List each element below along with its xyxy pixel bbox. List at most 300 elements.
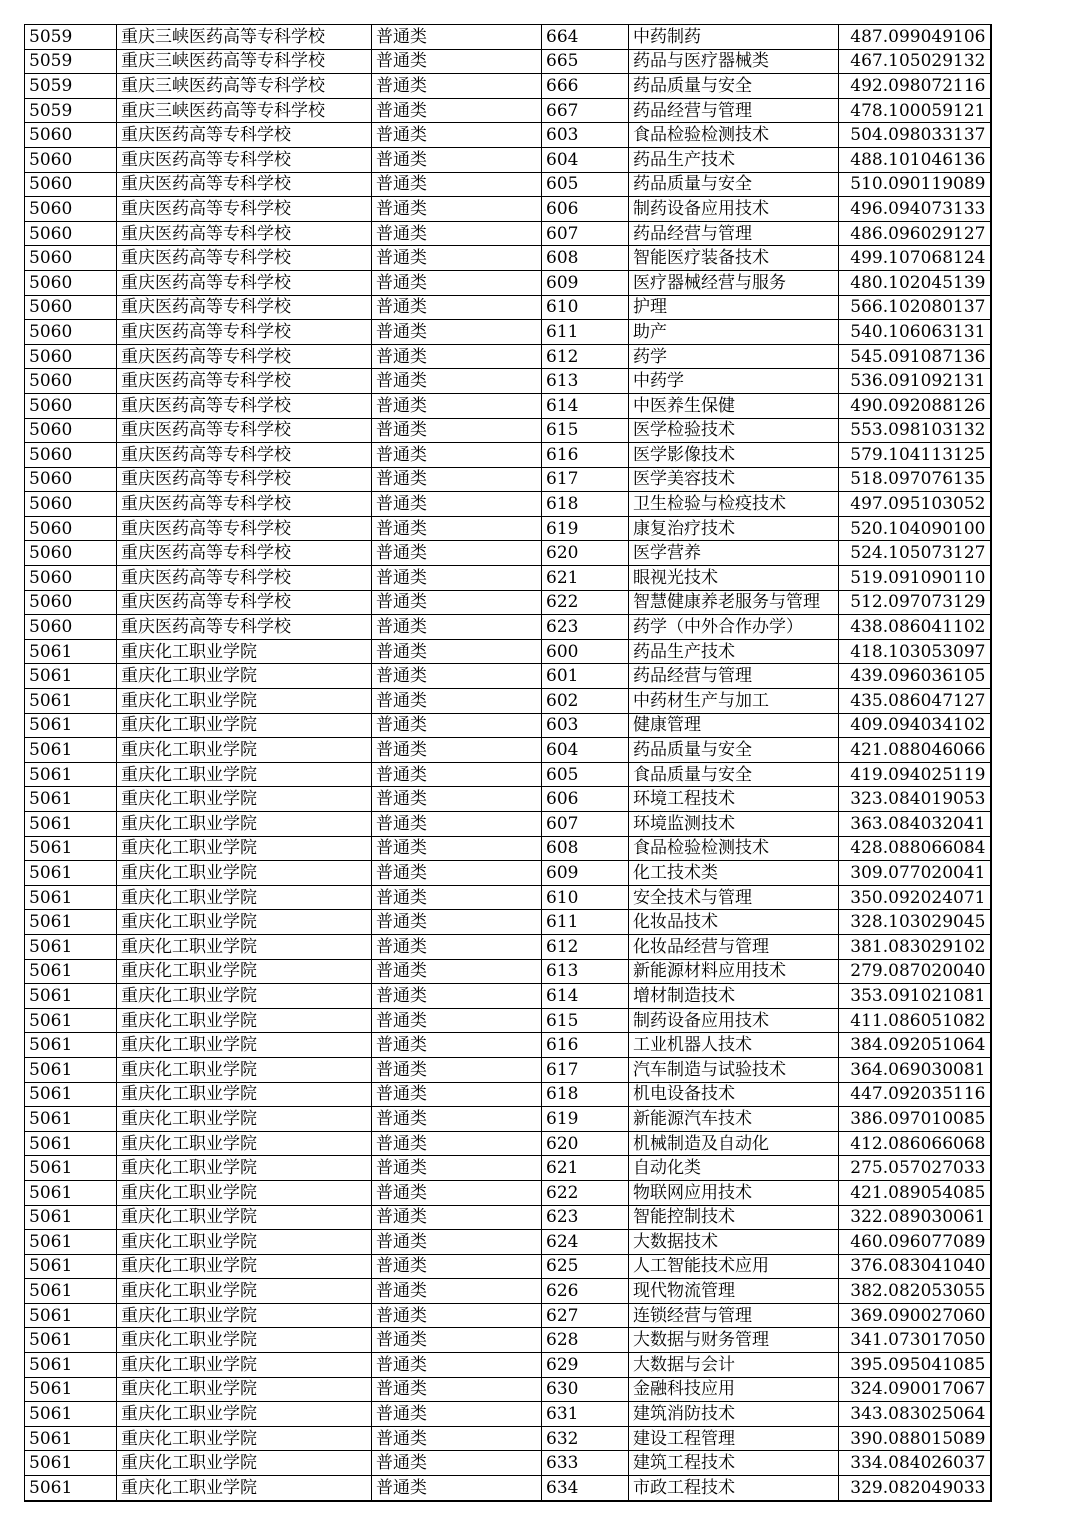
table-row [25,738,991,763]
school-code-cell: 5060 [25,492,117,517]
major-name-cell: 自动化类 [629,1156,839,1181]
major-code-cell: 600 [542,639,629,664]
score-cell: 323.084019053 [839,787,991,812]
school-code-cell: 5061 [25,1353,117,1378]
school-name-cell: 重庆三峡医药高等专科学校 [117,74,372,99]
score-cell: 524.105073127 [839,541,991,566]
table-row [25,1476,991,1501]
table-row [25,1057,991,1082]
major-code-cell: 601 [542,664,629,689]
major-name-cell: 智能控制技术 [629,1205,839,1230]
major-code-cell: 608 [542,836,629,861]
score-cell: 447.092035116 [839,1082,991,1107]
school-code-cell: 5061 [25,1426,117,1451]
school-name-cell: 重庆化工职业学院 [117,1451,372,1476]
category-cell: 普通类 [372,147,542,172]
score-cell: 460.096077089 [839,1230,991,1255]
table-row [25,1082,991,1107]
category-cell: 普通类 [372,1057,542,1082]
score-cell: 496.094073133 [839,197,991,222]
table-row [25,713,991,738]
score-cell: 478.100059121 [839,98,991,123]
school-code-cell: 5060 [25,566,117,591]
table-row [25,639,991,664]
major-code-cell: 610 [542,295,629,320]
category-cell: 普通类 [372,25,542,50]
major-name-cell: 化工技术类 [629,861,839,886]
major-name-cell: 金融科技应用 [629,1377,839,1402]
category-cell: 普通类 [372,664,542,689]
major-name-cell: 新能源汽车技术 [629,1107,839,1132]
table-row [25,566,991,591]
school-name-cell: 重庆医药高等专科学校 [117,369,372,394]
school-code-cell: 5061 [25,1377,117,1402]
table-row [25,885,991,910]
school-code-cell: 5061 [25,713,117,738]
table-row [25,689,991,714]
major-code-cell: 603 [542,713,629,738]
school-code-cell: 5061 [25,984,117,1009]
school-code-cell: 5060 [25,221,117,246]
score-cell: 275.057027033 [839,1156,991,1181]
school-name-cell: 重庆医药高等专科学校 [117,123,372,148]
school-name-cell: 重庆化工职业学院 [117,1131,372,1156]
score-cell: 364.069030081 [839,1057,991,1082]
school-name-cell: 重庆医药高等专科学校 [117,615,372,640]
major-name-cell: 制药设备应用技术 [629,197,839,222]
school-name-cell: 重庆医药高等专科学校 [117,566,372,591]
table-row [25,1230,991,1255]
school-name-cell: 重庆医药高等专科学校 [117,221,372,246]
table-row [25,246,991,271]
table-row [25,74,991,99]
school-code-cell: 5060 [25,516,117,541]
score-cell: 279.087020040 [839,959,991,984]
score-cell: 428.088066084 [839,836,991,861]
school-code-cell: 5059 [25,98,117,123]
category-cell: 普通类 [372,270,542,295]
table-row [25,1426,991,1451]
category-cell: 普通类 [372,467,542,492]
school-name-cell: 重庆医药高等专科学校 [117,295,372,320]
category-cell: 普通类 [372,910,542,935]
major-name-cell: 中药制药 [629,25,839,50]
category-cell: 普通类 [372,885,542,910]
school-name-cell: 重庆三峡医药高等专科学校 [117,98,372,123]
table-row [25,836,991,861]
table-row [25,221,991,246]
major-code-cell: 609 [542,270,629,295]
category-cell: 普通类 [372,1254,542,1279]
school-code-cell: 5061 [25,812,117,837]
category-cell: 普通类 [372,172,542,197]
major-name-cell: 机电设备技术 [629,1082,839,1107]
table-row [25,1180,991,1205]
score-table [24,24,992,1502]
school-name-cell: 重庆化工职业学院 [117,1303,372,1328]
category-cell: 普通类 [372,812,542,837]
school-code-cell: 5060 [25,369,117,394]
major-code-cell: 614 [542,393,629,418]
major-name-cell: 药品经营与管理 [629,221,839,246]
score-cell: 381.083029102 [839,934,991,959]
school-code-cell: 5059 [25,74,117,99]
school-code-cell: 5061 [25,1131,117,1156]
major-code-cell: 632 [542,1426,629,1451]
category-cell: 普通类 [372,566,542,591]
school-name-cell: 重庆医药高等专科学校 [117,320,372,345]
school-name-cell: 重庆医药高等专科学校 [117,147,372,172]
school-code-cell: 5061 [25,836,117,861]
school-code-cell: 5061 [25,1180,117,1205]
major-name-cell: 医学营养 [629,541,839,566]
score-cell: 467.105029132 [839,49,991,74]
category-cell: 普通类 [372,418,542,443]
major-code-cell: 605 [542,762,629,787]
school-name-cell: 重庆医药高等专科学校 [117,467,372,492]
table-row [25,1328,991,1353]
school-code-cell: 5061 [25,1107,117,1132]
category-cell: 普通类 [372,1476,542,1501]
school-code-cell: 5061 [25,934,117,959]
major-name-cell: 药品经营与管理 [629,664,839,689]
major-name-cell: 药学（中外合作办学） [629,615,839,640]
major-code-cell: 629 [542,1353,629,1378]
score-cell: 512.097073129 [839,590,991,615]
table-row [25,812,991,837]
major-name-cell: 卫生检验与检疫技术 [629,492,839,517]
table-row [25,197,991,222]
table-row [25,1279,991,1304]
major-name-cell: 建设工程管理 [629,1426,839,1451]
major-code-cell: 622 [542,590,629,615]
category-cell: 普通类 [372,1303,542,1328]
major-name-cell: 药品质量与安全 [629,74,839,99]
school-code-cell: 5060 [25,344,117,369]
major-name-cell: 机械制造及自动化 [629,1131,839,1156]
table-row [25,1353,991,1378]
category-cell: 普通类 [372,713,542,738]
school-name-cell: 重庆化工职业学院 [117,1008,372,1033]
score-cell: 309.077020041 [839,861,991,886]
score-cell: 411.086051082 [839,1008,991,1033]
score-cell: 324.090017067 [839,1377,991,1402]
major-name-cell: 人工智能技术应用 [629,1254,839,1279]
table-row [25,590,991,615]
major-code-cell: 664 [542,25,629,50]
major-code-cell: 618 [542,492,629,517]
school-code-cell: 5060 [25,172,117,197]
major-name-cell: 连锁经营与管理 [629,1303,839,1328]
table-row [25,492,991,517]
major-name-cell: 大数据与财务管理 [629,1328,839,1353]
category-cell: 普通类 [372,1033,542,1058]
score-cell: 579.104113125 [839,443,991,468]
table-row [25,1008,991,1033]
score-cell: 386.097010085 [839,1107,991,1132]
school-name-cell: 重庆化工职业学院 [117,861,372,886]
score-cell: 566.102080137 [839,295,991,320]
school-code-cell: 5060 [25,147,117,172]
school-code-cell: 5059 [25,49,117,74]
school-code-cell: 5060 [25,393,117,418]
school-code-cell: 5061 [25,664,117,689]
category-cell: 普通类 [372,516,542,541]
school-name-cell: 重庆化工职业学院 [117,1402,372,1427]
major-code-cell: 623 [542,615,629,640]
major-name-cell: 增材制造技术 [629,984,839,1009]
score-cell: 545.091087136 [839,344,991,369]
category-cell: 普通类 [372,344,542,369]
category-cell: 普通类 [372,787,542,812]
table-row [25,787,991,812]
table-row [25,1377,991,1402]
major-name-cell: 医学美容技术 [629,467,839,492]
score-cell: 487.099049106 [839,25,991,50]
table-row [25,1303,991,1328]
school-code-cell: 5060 [25,590,117,615]
score-cell: 486.096029127 [839,221,991,246]
major-code-cell: 619 [542,516,629,541]
category-cell: 普通类 [372,1230,542,1255]
major-code-cell: 607 [542,812,629,837]
school-name-cell: 重庆化工职业学院 [117,1230,372,1255]
score-cell: 540.106063131 [839,320,991,345]
major-code-cell: 621 [542,1156,629,1181]
major-code-cell: 611 [542,910,629,935]
major-name-cell: 护理 [629,295,839,320]
score-cell: 409.094034102 [839,713,991,738]
major-name-cell: 药品质量与安全 [629,738,839,763]
category-cell: 普通类 [372,1156,542,1181]
score-cell: 350.092024071 [839,885,991,910]
major-name-cell: 大数据技术 [629,1230,839,1255]
table-row [25,467,991,492]
category-cell: 普通类 [372,1082,542,1107]
major-name-cell: 化妆品技术 [629,910,839,935]
major-name-cell: 药品生产技术 [629,639,839,664]
school-name-cell: 重庆化工职业学院 [117,1057,372,1082]
major-name-cell: 食品检验检测技术 [629,836,839,861]
major-code-cell: 606 [542,787,629,812]
table-row [25,1402,991,1427]
score-cell: 499.107068124 [839,246,991,271]
major-code-cell: 608 [542,246,629,271]
score-cell: 363.084032041 [839,812,991,837]
school-name-cell: 重庆化工职业学院 [117,1156,372,1181]
school-name-cell: 重庆医药高等专科学校 [117,393,372,418]
major-code-cell: 619 [542,1107,629,1132]
table-row [25,172,991,197]
score-cell: 510.090119089 [839,172,991,197]
score-cell: 435.086047127 [839,689,991,714]
school-name-cell: 重庆化工职业学院 [117,910,372,935]
category-cell: 普通类 [372,959,542,984]
table-row [25,369,991,394]
school-name-cell: 重庆化工职业学院 [117,959,372,984]
score-cell: 353.091021081 [839,984,991,1009]
score-cell: 395.095041085 [839,1353,991,1378]
school-name-cell: 重庆化工职业学院 [117,1082,372,1107]
school-code-cell: 5061 [25,1033,117,1058]
score-cell: 376.083041040 [839,1254,991,1279]
score-cell: 421.088046066 [839,738,991,763]
major-code-cell: 614 [542,984,629,1009]
school-code-cell: 5061 [25,1008,117,1033]
major-code-cell: 616 [542,443,629,468]
school-code-cell: 5061 [25,738,117,763]
major-code-cell: 616 [542,1033,629,1058]
score-cell: 518.097076135 [839,467,991,492]
school-name-cell: 重庆化工职业学院 [117,787,372,812]
major-name-cell: 中医养生保健 [629,393,839,418]
table-row [25,861,991,886]
major-code-cell: 621 [542,566,629,591]
major-name-cell: 物联网应用技术 [629,1180,839,1205]
major-code-cell: 622 [542,1180,629,1205]
table-row [25,344,991,369]
school-name-cell: 重庆化工职业学院 [117,1353,372,1378]
score-cell: 419.094025119 [839,762,991,787]
category-cell: 普通类 [372,197,542,222]
school-name-cell: 重庆医药高等专科学校 [117,590,372,615]
major-name-cell: 药学 [629,344,839,369]
major-name-cell: 中药学 [629,369,839,394]
school-name-cell: 重庆三峡医药高等专科学校 [117,25,372,50]
major-name-cell: 现代物流管理 [629,1279,839,1304]
score-cell: 384.092051064 [839,1033,991,1058]
school-code-cell: 5061 [25,1205,117,1230]
major-name-cell: 眼视光技术 [629,566,839,591]
category-cell: 普通类 [372,1107,542,1132]
major-name-cell: 建筑工程技术 [629,1451,839,1476]
school-name-cell: 重庆化工职业学院 [117,1426,372,1451]
major-code-cell: 606 [542,197,629,222]
score-cell: 329.082049033 [839,1476,991,1501]
major-code-cell: 612 [542,934,629,959]
major-name-cell: 智慧健康养老服务与管理 [629,590,839,615]
table-row [25,123,991,148]
score-cell: 328.103029045 [839,910,991,935]
school-code-cell: 5061 [25,762,117,787]
table-row [25,516,991,541]
score-cell: 490.092088126 [839,393,991,418]
school-code-cell: 5060 [25,541,117,566]
school-code-cell: 5061 [25,959,117,984]
major-name-cell: 康复治疗技术 [629,516,839,541]
major-name-cell: 助产 [629,320,839,345]
category-cell: 普通类 [372,98,542,123]
major-name-cell: 医学影像技术 [629,443,839,468]
major-name-cell: 市政工程技术 [629,1476,839,1501]
category-cell: 普通类 [372,49,542,74]
table-row [25,1033,991,1058]
major-code-cell: 607 [542,221,629,246]
score-cell: 520.104090100 [839,516,991,541]
major-code-cell: 628 [542,1328,629,1353]
major-code-cell: 623 [542,1205,629,1230]
score-cell: 536.091092131 [839,369,991,394]
major-code-cell: 666 [542,74,629,99]
school-name-cell: 重庆化工职业学院 [117,1254,372,1279]
table-row [25,1107,991,1132]
school-code-cell: 5060 [25,197,117,222]
major-code-cell: 613 [542,369,629,394]
category-cell: 普通类 [372,762,542,787]
major-code-cell: 626 [542,1279,629,1304]
major-code-cell: 620 [542,1131,629,1156]
table-row [25,615,991,640]
major-code-cell: 612 [542,344,629,369]
score-cell: 334.084026037 [839,1451,991,1476]
school-name-cell: 重庆化工职业学院 [117,664,372,689]
category-cell: 普通类 [372,1279,542,1304]
category-cell: 普通类 [372,492,542,517]
major-code-cell: 615 [542,418,629,443]
school-code-cell: 5061 [25,787,117,812]
major-code-cell: 602 [542,689,629,714]
major-name-cell: 安全技术与管理 [629,885,839,910]
category-cell: 普通类 [372,393,542,418]
category-cell: 普通类 [372,1353,542,1378]
major-code-cell: 634 [542,1476,629,1501]
major-name-cell: 建筑消防技术 [629,1402,839,1427]
score-cell: 343.083025064 [839,1402,991,1427]
major-code-cell: 630 [542,1377,629,1402]
school-code-cell: 5061 [25,1328,117,1353]
table-row [25,393,991,418]
school-name-cell: 重庆化工职业学院 [117,689,372,714]
score-cell: 439.096036105 [839,664,991,689]
school-name-cell: 重庆化工职业学院 [117,1033,372,1058]
school-name-cell: 重庆化工职业学院 [117,885,372,910]
school-code-cell: 5061 [25,639,117,664]
score-cell: 519.091090110 [839,566,991,591]
category-cell: 普通类 [372,689,542,714]
table-row [25,1254,991,1279]
school-name-cell: 重庆化工职业学院 [117,984,372,1009]
table-row [25,320,991,345]
table-row [25,762,991,787]
table-row [25,1156,991,1181]
school-code-cell: 5060 [25,246,117,271]
table-row [25,98,991,123]
category-cell: 普通类 [372,1402,542,1427]
table-row [25,1131,991,1156]
major-code-cell: 617 [542,1057,629,1082]
school-code-cell: 5061 [25,1279,117,1304]
school-name-cell: 重庆化工职业学院 [117,836,372,861]
school-code-cell: 5060 [25,418,117,443]
school-code-cell: 5060 [25,270,117,295]
major-name-cell: 药品质量与安全 [629,172,839,197]
major-code-cell: 603 [542,123,629,148]
school-code-cell: 5061 [25,1254,117,1279]
score-cell: 341.073017050 [839,1328,991,1353]
table-row [25,934,991,959]
major-code-cell: 633 [542,1451,629,1476]
school-name-cell: 重庆化工职业学院 [117,1377,372,1402]
major-name-cell: 智能医疗装备技术 [629,246,839,271]
school-code-cell: 5060 [25,295,117,320]
school-code-cell: 5060 [25,123,117,148]
major-code-cell: 613 [542,959,629,984]
score-cell: 480.102045139 [839,270,991,295]
category-cell: 普通类 [372,1205,542,1230]
school-code-cell: 5060 [25,467,117,492]
school-name-cell: 重庆医药高等专科学校 [117,541,372,566]
school-code-cell: 5061 [25,910,117,935]
